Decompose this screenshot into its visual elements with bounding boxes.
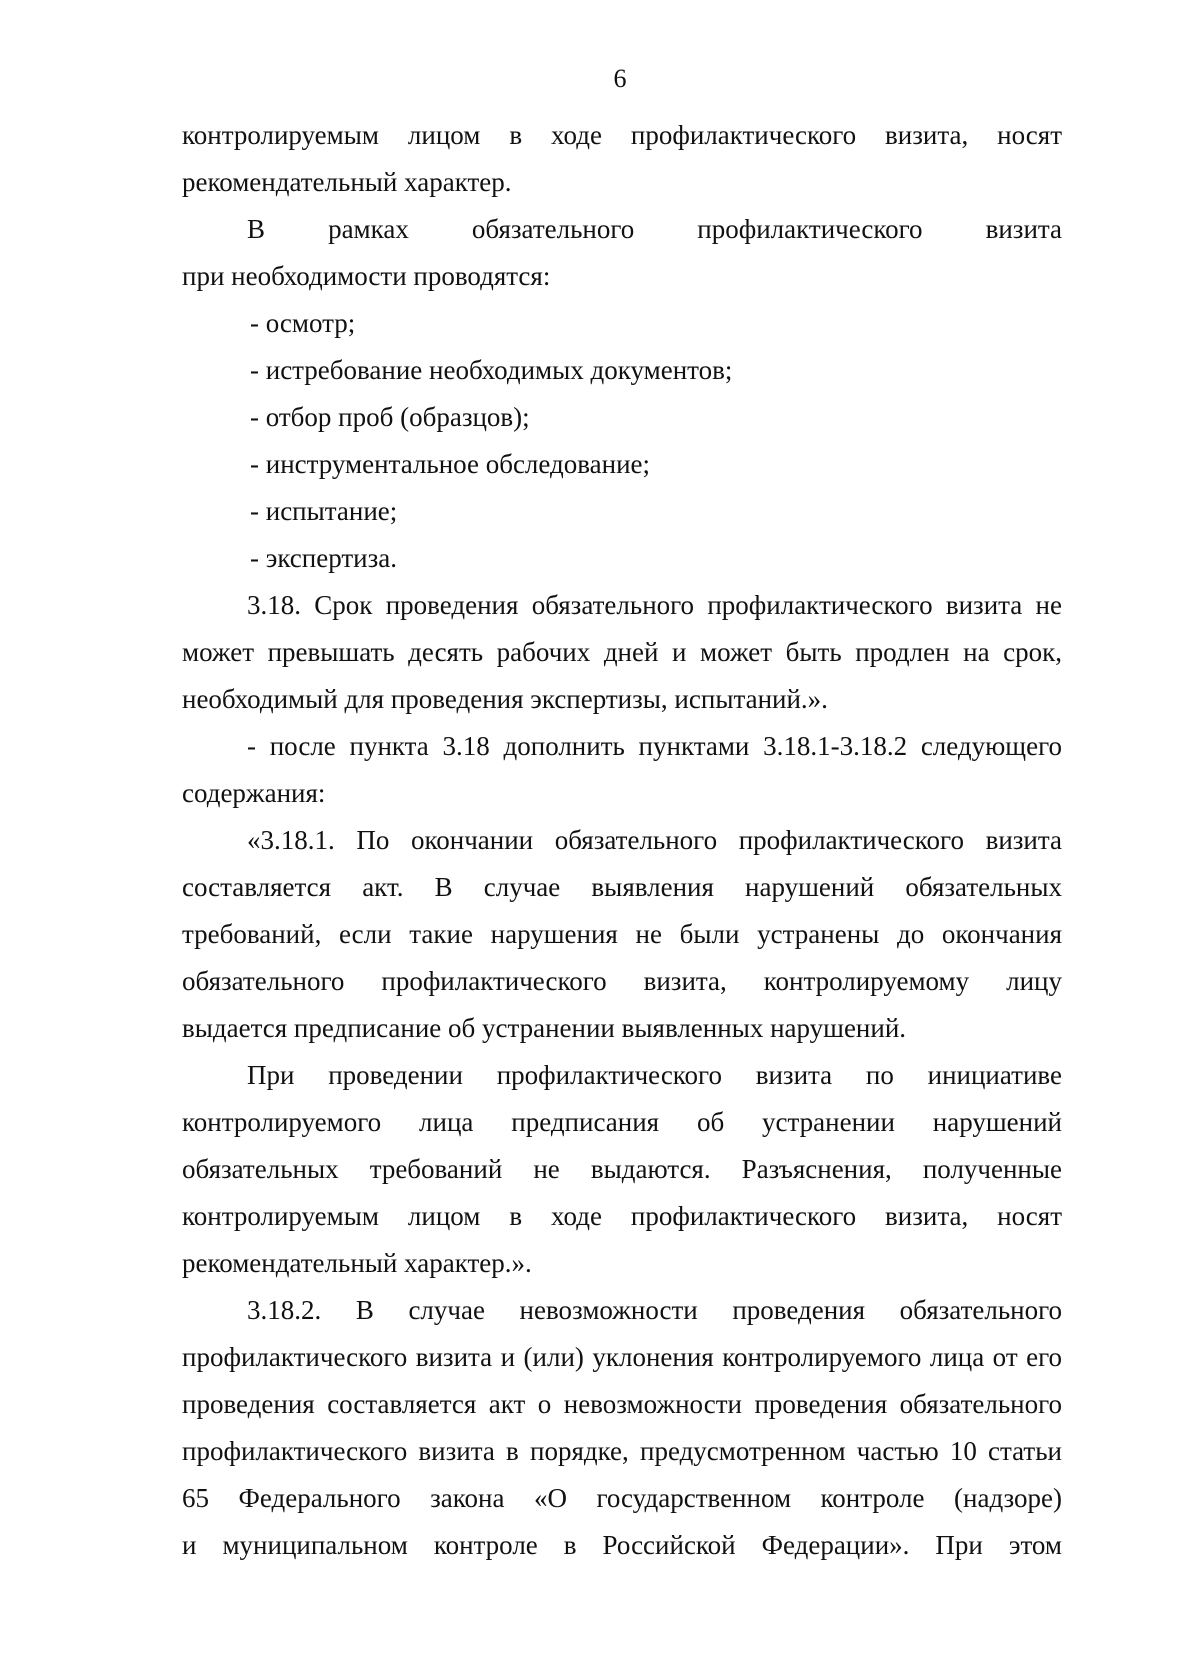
text-line: профилактического визита и (или) уклонения контролируемого лица от его bbox=[182, 1342, 1062, 1372]
text-line: контролируемого лица предписания об устранении нарушений bbox=[182, 1107, 1062, 1137]
text-line: необходимый для проведения экспертизы, испытаний.». bbox=[182, 684, 828, 714]
paragraph-continuation bbox=[182, 112, 1062, 206]
paragraph-amendment bbox=[182, 723, 1062, 817]
paragraph-visit-scope bbox=[182, 206, 1062, 300]
text-line: контролируемым лицом в ходе профилактического визита, носят bbox=[182, 120, 1062, 150]
document-body bbox=[182, 112, 1062, 1569]
list-item: - осмотр; bbox=[250, 308, 356, 338]
text-line: рекомендательный характер. bbox=[182, 167, 512, 197]
list-item: - экспертиза. bbox=[250, 543, 397, 573]
page-number: 6 bbox=[613, 64, 627, 93]
paragraph-3-18 bbox=[182, 582, 1062, 723]
list-item: - отбор проб (образцов); bbox=[250, 402, 530, 432]
paragraph-3-18-2 bbox=[182, 1287, 1062, 1569]
text-line: «3.18.1. По окончании обязательного профилактического визита bbox=[247, 825, 1062, 855]
text-line: 3.18.2. В случае невозможности проведения обязательного bbox=[247, 1295, 1062, 1325]
text-line: проведения составляется акт о невозможности проведения обязательного bbox=[182, 1389, 1062, 1419]
text-line: и муниципальном контроле в Российской Федерации». При этом bbox=[182, 1530, 1062, 1560]
text-line: контролируемым лицом в ходе профилактического визита, носят bbox=[182, 1201, 1062, 1231]
text-line: при необходимости проводятся: bbox=[182, 261, 551, 291]
text-line: выдается предписание об устранении выявленных нарушений. bbox=[182, 1013, 907, 1043]
text-line: содержания: bbox=[182, 778, 326, 808]
text-line: - после пункта 3.18 дополнить пунктами 3.18.1-3.18.2 следующего bbox=[247, 731, 1062, 761]
list-item: - инструментальное обследование; bbox=[250, 449, 651, 479]
text-line: обязательных требований не выдаются. Разъяснения, полученные bbox=[182, 1154, 1062, 1184]
text-line: 3.18. Срок проведения обязательного профилактического визита не bbox=[247, 590, 1062, 620]
text-line: При проведении профилактического визита по инициативе bbox=[247, 1060, 1062, 1090]
text-line: обязательного профилактического визита, контролируемому лицу bbox=[182, 966, 1062, 996]
list-visit-actions bbox=[182, 300, 1062, 582]
text-line: составляется акт. В случае выявления нарушений обязательных bbox=[182, 872, 1062, 902]
text-line: В рамках обязательного профилактического визита bbox=[247, 214, 1062, 244]
text-line: 65 Федерального закона «О государственном контроле (надзоре) bbox=[182, 1483, 1062, 1513]
text-line: может превышать десять рабочих дней и может быть продлен на срок, bbox=[182, 637, 1062, 667]
list-item: - истребование необходимых документов; bbox=[250, 355, 733, 385]
text-line: требований, если такие нарушения не были устранены до окончания bbox=[182, 919, 1062, 949]
text-line: профилактического визита в порядке, предусмотренном частью 10 статьи bbox=[182, 1436, 1062, 1466]
paragraph-initiative-visit bbox=[182, 1052, 1062, 1287]
text-line: рекомендательный характер.». bbox=[182, 1248, 532, 1278]
list-item: - испытание; bbox=[250, 496, 398, 526]
paragraph-3-18-1 bbox=[182, 817, 1062, 1052]
